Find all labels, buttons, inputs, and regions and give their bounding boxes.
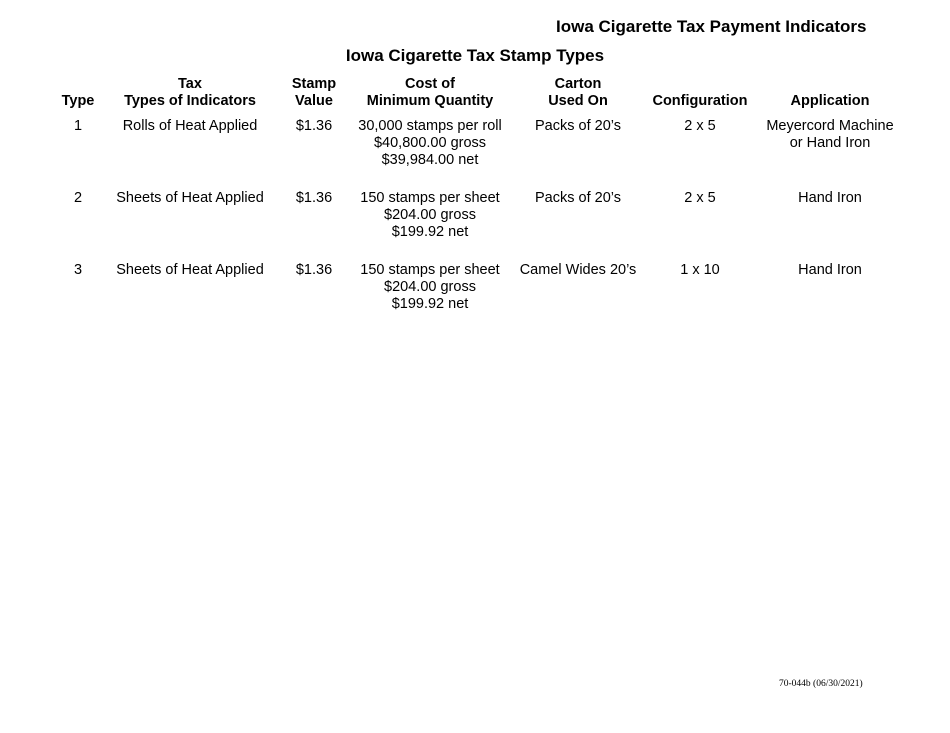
cell-type: 3 [73,262,83,278]
form-number: 70-044b (06/30/2021) [779,679,863,689]
header-cost: Cost of Minimum Quantity [366,76,494,109]
cell-stamp-value: $1.36 [295,262,333,278]
cell-configuration: 2 x 5 [684,190,716,206]
table-row [50,182,910,254]
header-types-of-indicators: Tax Types of Indicators [124,76,256,109]
cell-stamp-value: $1.36 [295,118,333,134]
table-row [50,110,910,182]
header-configuration: Configuration [652,93,748,109]
cell-type: 1 [73,118,83,134]
cell-carton: Packs of 20’s [535,190,621,206]
cell-configuration: 1 x 10 [680,262,720,278]
cell-indicator: Sheets of Heat Applied [116,262,264,278]
header-type: Type [61,93,95,109]
cell-carton: Camel Wides 20’s [519,262,637,278]
cell-configuration: 2 x 5 [684,118,716,134]
document-title: Iowa Cigarette Tax Payment Indicators [556,17,867,36]
cell-application: Hand Iron [798,262,862,278]
header-application: Application [790,93,870,109]
cell-indicator: Sheets of Heat Applied [116,190,264,206]
header-carton: Carton Used On [548,76,608,109]
cell-type: 2 [73,190,83,206]
header-stamp-value: Stamp Value [291,76,337,109]
cell-cost: 150 stamps per sheet $204.00 gross $199.92 net [360,190,500,240]
cell-application: Meyercord Machine or Hand Iron [766,118,894,151]
cell-carton: Packs of 20’s [535,118,621,134]
cell-cost: 30,000 stamps per roll $40,800.00 gross $39,984.00 net [358,118,502,168]
cell-stamp-value: $1.36 [295,190,333,206]
table-row [50,254,910,326]
cell-application: Hand Iron [798,190,862,206]
table-title: Iowa Cigarette Tax Stamp Types [345,46,605,65]
cell-cost: 150 stamps per sheet $204.00 gross $199.92 net [360,262,500,312]
stamp-types-table [50,74,910,326]
cell-indicator: Rolls of Heat Applied [122,118,258,134]
table-header-row [50,74,910,110]
